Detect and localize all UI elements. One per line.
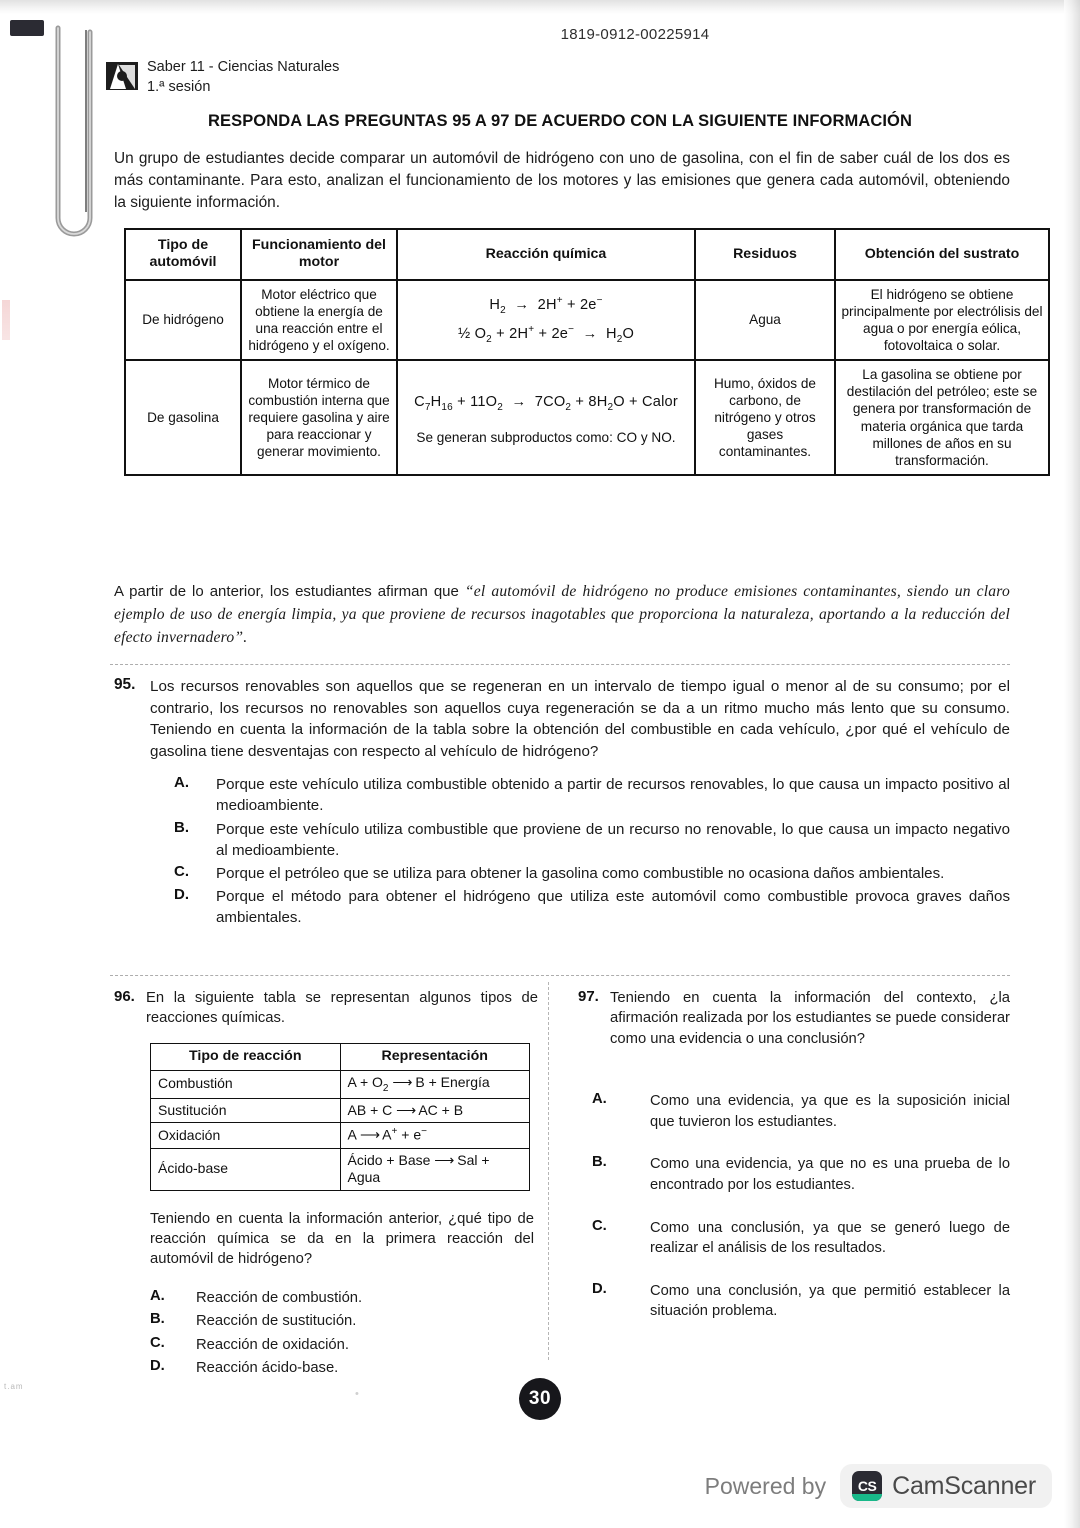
header-reaccion-quimica: Reacción química [397, 229, 695, 280]
option-text: Como una evidencia, ya que no es una prueba de lo encontrado por los estudiantes. [650, 1156, 1010, 1193]
context-paragraph: Un grupo de estudiantes decide comparar un automóvil de hidrógeno con uno de gasolina, con el fin de saber cuál de los dos es más contaminante. Para esto, analizan el funcionamiento de los motores y las emisiones que genera cada automóvil, obteniendo la siguiente información. [114, 150, 1010, 211]
option-letter: A. [174, 774, 189, 792]
option-97-c[interactable] [592, 1218, 1010, 1259]
option-letter: A. [592, 1091, 607, 1108]
reaction-types-table [150, 1043, 530, 1191]
option-letter: B. [592, 1154, 607, 1171]
header-representacion: Representación [340, 1043, 530, 1070]
table-row [151, 1070, 530, 1098]
question-96-prompt: Teniendo en cuenta la información anterior, ¿qué tipo de reacción química se da en la primera reacción del automóvil de hidrógeno? [150, 1210, 534, 1268]
table-row [125, 280, 1049, 361]
table-row [151, 1123, 530, 1148]
option-text: Reacción de combustión. [196, 1289, 363, 1306]
option-text: Como una conclusión, ya que permitió establecer la situación problema. [650, 1282, 1010, 1320]
option-95-d[interactable] [174, 886, 1010, 928]
cell-funcionamiento-gasolina: Motor térmico de combustión interna que requiere gasolina y aire para reaccionar y generar movimiento. [241, 360, 397, 475]
byproducts-note: Se generan subproductos como: CO y NO. [416, 429, 676, 445]
option-96-b[interactable] [150, 1311, 538, 1332]
cell-tipo-sustitucion: Sustitución [151, 1098, 341, 1123]
cell-tipo-combustion: Combustión [151, 1070, 341, 1098]
paperclip-artifact [44, 22, 114, 252]
option-text: Porque el petróleo que se utiliza para obtener la gasolina como combustible no ocasiona daños ambientales. [216, 864, 945, 882]
table-row [151, 1148, 530, 1190]
cell-residuos-gasolina: Humo, óxidos de carbono, de nitrógeno y otros gases contaminantes. [695, 360, 835, 475]
equation-water-formation: ½ $O_2 + 2H^+ + 2e^- \to H_2O$ [457, 323, 635, 345]
column-divider [548, 982, 550, 1360]
cell-obtencion-gasolina: La gasolina se obtiene por destilación del petróleo; este se genera por transformación de materia orgánica que tarda millones de años en su transformación. [835, 360, 1049, 475]
camscanner-brand-name: CamScanner [892, 1471, 1036, 1500]
header-obtencion-sustrato: Obtención del sustrato [835, 229, 1049, 280]
cell-residuos-hidrogeno: Agua [695, 280, 835, 361]
equation-h2-oxidation: $H_2 \to 2H^+ + 2e^-$ [489, 295, 603, 316]
camscanner-watermark [705, 1464, 1052, 1508]
question-95-options [114, 774, 1010, 928]
table-header-row [125, 229, 1049, 280]
question-96-stem: En la siguiente tabla se representan algunos tipos de reacciones químicas. [146, 990, 538, 1027]
option-letter: A. [150, 1287, 165, 1304]
question-97-options [592, 1091, 1010, 1322]
option-96-d[interactable] [150, 1358, 538, 1379]
camscanner-logo-icon [852, 1471, 882, 1501]
option-97-d[interactable] [592, 1281, 1010, 1322]
page-edge-mark [2, 300, 10, 340]
section-divider-top [110, 664, 1010, 666]
cell-rep-oxidacion: A ⟶ A+ + e− [340, 1123, 530, 1148]
claim-lead-text: A partir de lo anterior, los estudiantes afirman que [114, 583, 465, 600]
instruction-banner: RESPONDA LAS PREGUNTAS 95 A 97 DE ACUERDO CON LA SIGUIENTE INFORMACIÓN [207, 112, 913, 130]
camscanner-badge-text: CS [857, 1478, 877, 1494]
option-95-a[interactable] [174, 774, 1010, 816]
question-96-number: 96. [114, 988, 135, 1005]
question-96 [114, 988, 538, 1382]
cell-funcionamiento-hidrogeno: Motor eléctrico que obtiene la energía de una reacción entre el hidrógeno y el oxígeno. [241, 280, 397, 361]
question-97 [578, 988, 1010, 1344]
option-text: Reacción de sustitución. [196, 1313, 357, 1330]
corner-smudge-artifact: t.am [4, 1382, 24, 1391]
scan-ghost-mark: • [355, 1388, 359, 1400]
option-96-a[interactable] [150, 1288, 538, 1309]
option-96-c[interactable] [150, 1335, 538, 1356]
powered-by-label: Powered by [704, 1472, 827, 1499]
cell-tipo-gasolina: De gasolina [125, 360, 241, 475]
cell-rep-combustion: $A + O_2$ ⟶ B + Energía [340, 1070, 530, 1098]
header-residuos: Residuos [695, 229, 835, 280]
cell-rep-acido-base: Ácido + Base ⟶ Sal + Agua [340, 1148, 530, 1190]
cell-tipo-oxidacion: Oxidación [151, 1123, 341, 1148]
cell-obtencion-hidrogeno: El hidrógeno se obtiene principalmente por electrólisis del agua o por energía eólica, fotovoltaica o solar. [835, 280, 1049, 361]
header-funcionamiento: Funcionamiento del motor [241, 229, 397, 280]
option-letter: C. [150, 1334, 165, 1351]
table-row [151, 1098, 530, 1123]
cell-tipo-hidrogeno: De hidrógeno [125, 280, 241, 361]
option-text: Reacción de oxidación. [196, 1336, 349, 1353]
option-95-c[interactable] [174, 863, 1010, 884]
scan-edge-shadow-right [1064, 0, 1080, 1528]
question-96-options [150, 1288, 538, 1380]
header-tipo-reaccion: Tipo de reacción [151, 1043, 341, 1070]
question-97-stem: Teniendo en cuenta la información del contexto, ¿la afirmación realizada por los estudiantes se puede considerar como una evidencia o una conclusión? [610, 990, 1010, 1047]
option-text: Porque este vehículo utiliza combustible que proviene de un recurso no renovable, lo que causa un impacto negativo al medioambiente. [216, 820, 1010, 859]
option-letter: D. [174, 885, 189, 903]
option-text: Porque este vehículo utiliza combustible obtenido a partir de recursos renovables, lo que causa un impacto positivo al medioambiente. [216, 776, 1010, 815]
option-letter: C. [174, 862, 189, 880]
cell-reaccion-gasolina [397, 360, 695, 475]
cell-rep-sustitucion: AB + C ⟶ AC + B [340, 1098, 530, 1123]
option-text: Como una conclusión, ya que se generó luego de realizar el análisis de los resultados. [650, 1219, 1010, 1257]
exam-session: 1.ª sesión [147, 78, 211, 95]
scan-edge-shadow-top [0, 0, 1080, 14]
option-95-b[interactable] [174, 819, 1010, 861]
table-row [125, 360, 1049, 475]
option-97-a[interactable] [592, 1091, 1010, 1132]
option-text: Como una evidencia, ya que es la suposición inicial que tuvieron los estudiantes. [650, 1093, 1010, 1130]
option-text: Porque el método para obtener el hidrógeno que utiliza este automóvil como combustible provoca graves daños ambientales. [216, 887, 1010, 927]
question-97-number: 97. [578, 988, 599, 1005]
comparison-table [124, 228, 1050, 476]
option-97-b[interactable] [592, 1154, 1010, 1195]
option-letter: D. [150, 1358, 165, 1375]
icfes-logo-icon [105, 59, 139, 93]
question-95 [114, 676, 1010, 930]
option-letter: B. [174, 818, 189, 836]
document-code: 1819-0912-00225914 [560, 26, 710, 43]
header-tipo-automovil: Tipo de automóvil [125, 229, 241, 280]
option-letter: D. [592, 1280, 607, 1297]
question-95-number: 95. [114, 676, 136, 693]
table-header-row [151, 1043, 530, 1070]
cell-tipo-acido-base: Ácido-base [151, 1148, 341, 1190]
students-claim-paragraph [114, 580, 1010, 650]
camscanner-pill [840, 1464, 1052, 1508]
exam-name: Saber 11 - Ciencias Naturales [147, 59, 340, 75]
section-divider-bottom [110, 975, 1010, 977]
cell-reaccion-hidrogeno [397, 280, 695, 361]
equation-heptane-combustion: $C_7H_{16} + 11O_2 \to 7CO_2 + 8H_2O$ + Calor [414, 393, 678, 413]
option-text: Reacción ácido-base. [196, 1360, 339, 1377]
claim-quote-text: “el automóvil de hidrógeno no produce emisiones contaminantes, siendo un claro ejemplo de uso de energía limpia, ya que proviene de recursos inagotables que proporciona la naturaleza, aportando a la reducción del efecto invernadero”. [114, 583, 1010, 647]
option-letter: C. [592, 1217, 607, 1234]
question-95-stem: Los recursos renovables son aquellos que se regeneran en un intervalo de tiempo igual o menor al de su consumo; por el contrario, los recursos no renovables son aquellos cuya regeneración se da a un ritmo mucho más lento que su consumo. Teniendo en cuenta la información de la tabla sobre la obtención del combustible en cada vehículo, ¿por qué el vehículo de gasolina tiene desventajas con respecto al vehículo de hidrógeno? [150, 678, 1010, 760]
exam-brand [105, 58, 339, 97]
option-letter: B. [150, 1311, 165, 1328]
page-number-badge: 30 [519, 1378, 561, 1420]
